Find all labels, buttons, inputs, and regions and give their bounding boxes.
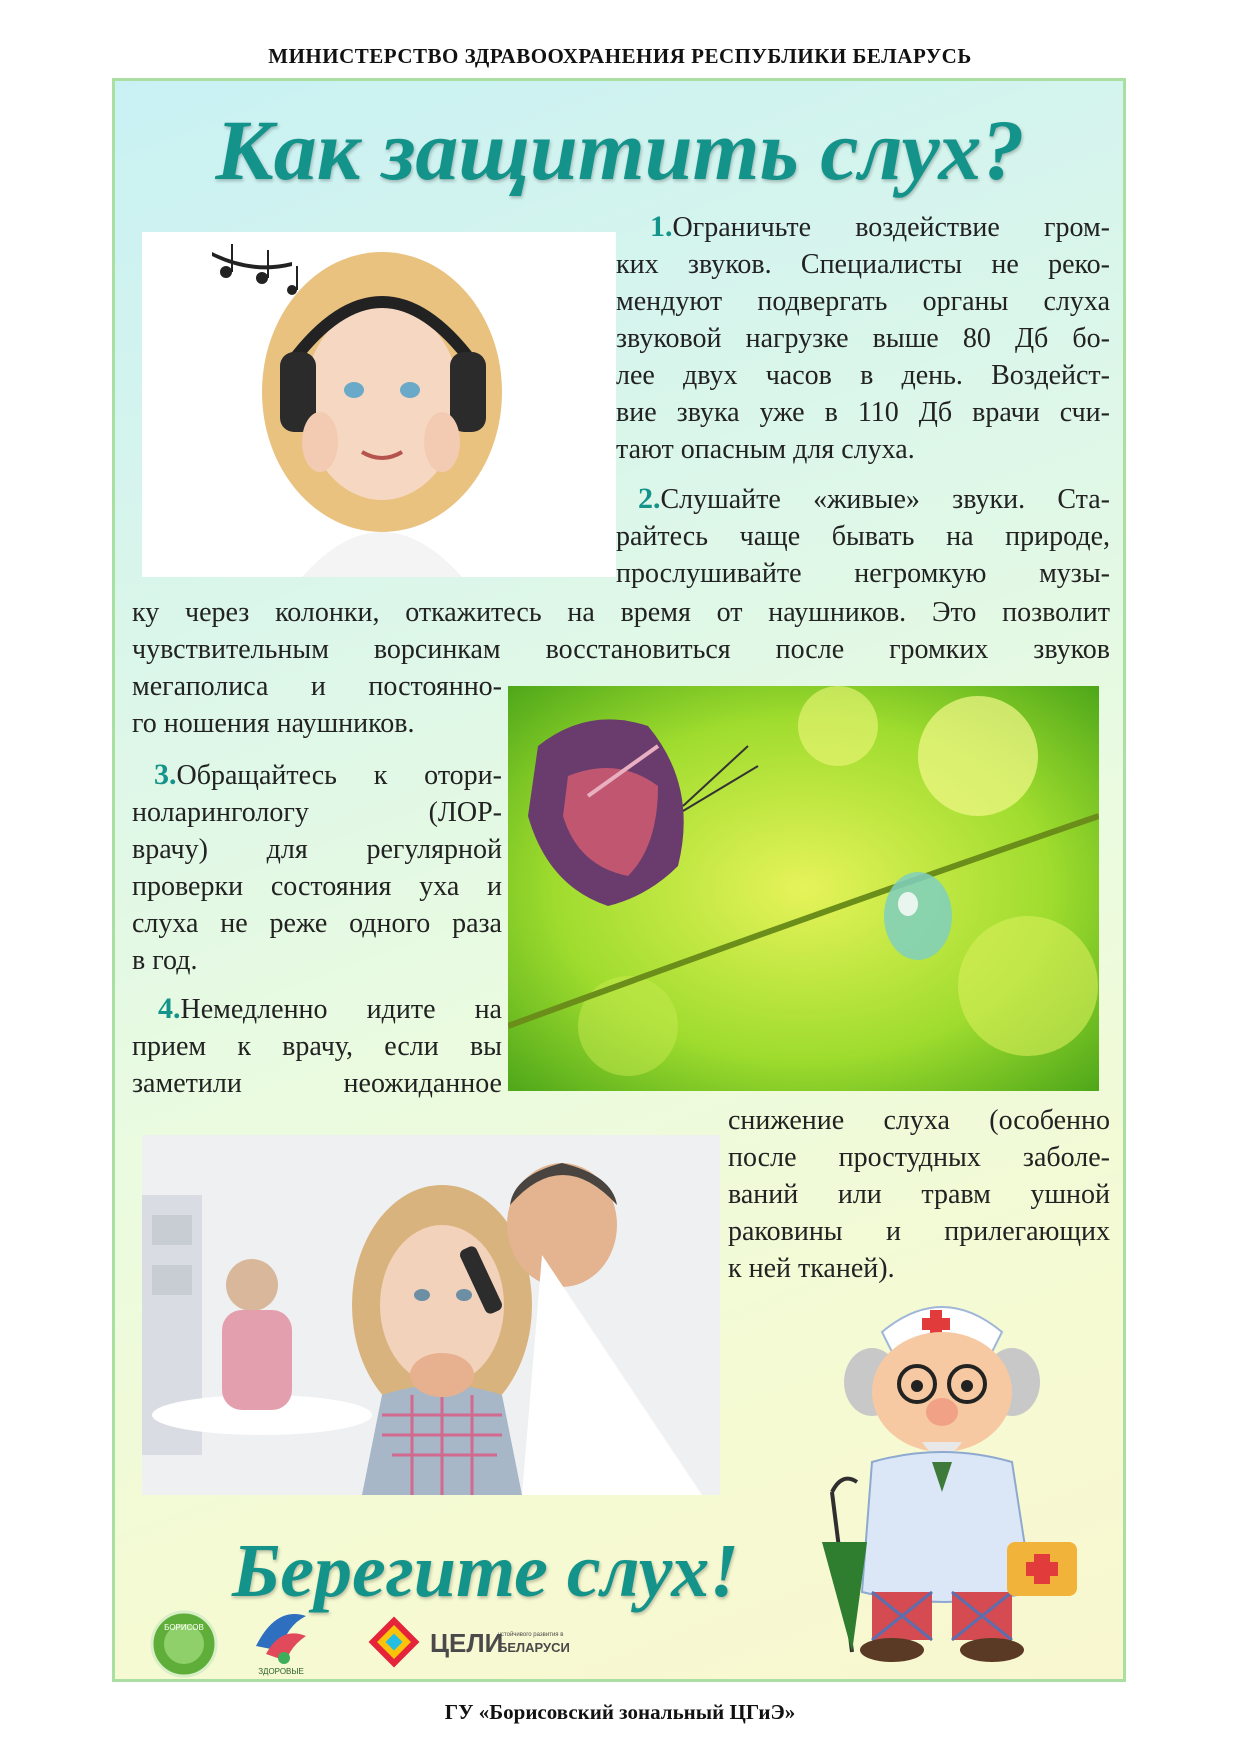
organization-footer: ГУ «Борисовский зональный ЦГиЭ» <box>444 1700 796 1724</box>
cartoon-doctor-illustration <box>812 1292 1094 1664</box>
sdg-belarus-logo <box>362 1610 572 1674</box>
healthy-cities-text: ЗДОРОВЫЕ <box>258 1667 304 1676</box>
tip-1-line: лее двух часов в день. Воздейст- <box>616 360 1110 391</box>
doctor-exam-photo <box>142 1135 720 1495</box>
tip-4-number: 4. <box>158 992 181 1025</box>
tip-1 <box>616 208 1110 468</box>
butterfly-photo <box>508 686 1099 1091</box>
tip-2-line: Слушайте «живые» звуки. Ста- <box>660 484 1110 515</box>
tip-3 <box>132 756 502 979</box>
tip-1-number: 1. <box>650 210 673 243</box>
tip-4-line: прием к врачу, если вы <box>132 1031 502 1062</box>
tip-2-line: райтесь чаще бывать на природе, <box>616 521 1110 552</box>
tip-3-line: слуха не реже одного раза <box>132 908 502 939</box>
tip-2 <box>616 480 1110 592</box>
tip-1-line: звуковой нагрузке выше 80 Дб бо- <box>616 323 1110 354</box>
tip-1-line: вие звука уже в 110 Дб врачи счи- <box>616 397 1110 428</box>
tip-4-line: заметили неожиданное <box>132 1068 502 1099</box>
ministry-header: МИНИСТЕРСТВО ЗДРАВООХРАНЕНИЯ РЕСПУБЛИКИ БЕЛАРУСЬ <box>268 44 972 68</box>
tip-3-line: в год. <box>132 945 198 976</box>
tip-2-line: го ношения наушников. <box>132 708 415 739</box>
borisov-logo-text: БОРИСОВ <box>164 1623 204 1632</box>
tip-2-line: мегаполиса и постоянно- <box>132 671 502 702</box>
tip-4-line: раковины и прилегающих <box>728 1216 1110 1247</box>
tip-1-line: мендуют подвергать органы слуха <box>616 286 1110 317</box>
tip-4-line: Немедленно идите на <box>180 994 502 1025</box>
tip-3-line: врачу) для регулярной <box>132 834 502 865</box>
sdg-goals-text: ЦЕЛИ <box>430 1628 504 1658</box>
sdg-subtitle-text: устойчивого развития в <box>498 1632 564 1638</box>
tip-4-line: к ней тканей). <box>728 1253 895 1284</box>
tip-2-wide <box>132 594 1110 668</box>
tip-2-number: 2. <box>638 482 661 515</box>
tip-3-line: ноларингологу (ЛОР- <box>132 797 502 828</box>
tip-4-line: снижение слуха (особенно <box>728 1105 1110 1136</box>
tip-2-line: ку через колонки, откажитесь на время от наушников. Это позволит <box>132 597 1110 628</box>
sdg-country-text: БЕЛАРУСИ <box>498 1640 570 1655</box>
tip-4-line: после простудных заболе- <box>728 1142 1110 1173</box>
tip-2-line: чувствительным ворсинкам восстановиться после громких звуков <box>132 634 1110 665</box>
tip-2-bottom <box>132 668 502 742</box>
tip-1-line: Ограничьте воздействие гром- <box>672 212 1110 243</box>
tip-1-line: ких звуков. Специалисты не реко- <box>616 249 1110 280</box>
healthy-cities-logo <box>246 1606 316 1678</box>
tip-4-line: ваний или травм ушной <box>728 1179 1110 1210</box>
girl-headphones-photo <box>142 232 616 577</box>
tip-3-line: проверки состояния уха и <box>132 871 502 902</box>
tip-3-number: 3. <box>154 758 177 791</box>
tip-1-line: тают опасным для слуха. <box>616 434 915 465</box>
tip-3-line: Обращайтесь к отори- <box>176 760 502 791</box>
tip-4-continued <box>728 1102 1110 1287</box>
poster-title: Как защитить слух? <box>215 102 1025 198</box>
tip-2-line: прослушивайте негромкую музы- <box>616 558 1110 589</box>
slogan: Берегите слух! <box>232 1529 739 1613</box>
borisov-logo <box>150 1610 218 1678</box>
tip-4 <box>132 990 502 1102</box>
